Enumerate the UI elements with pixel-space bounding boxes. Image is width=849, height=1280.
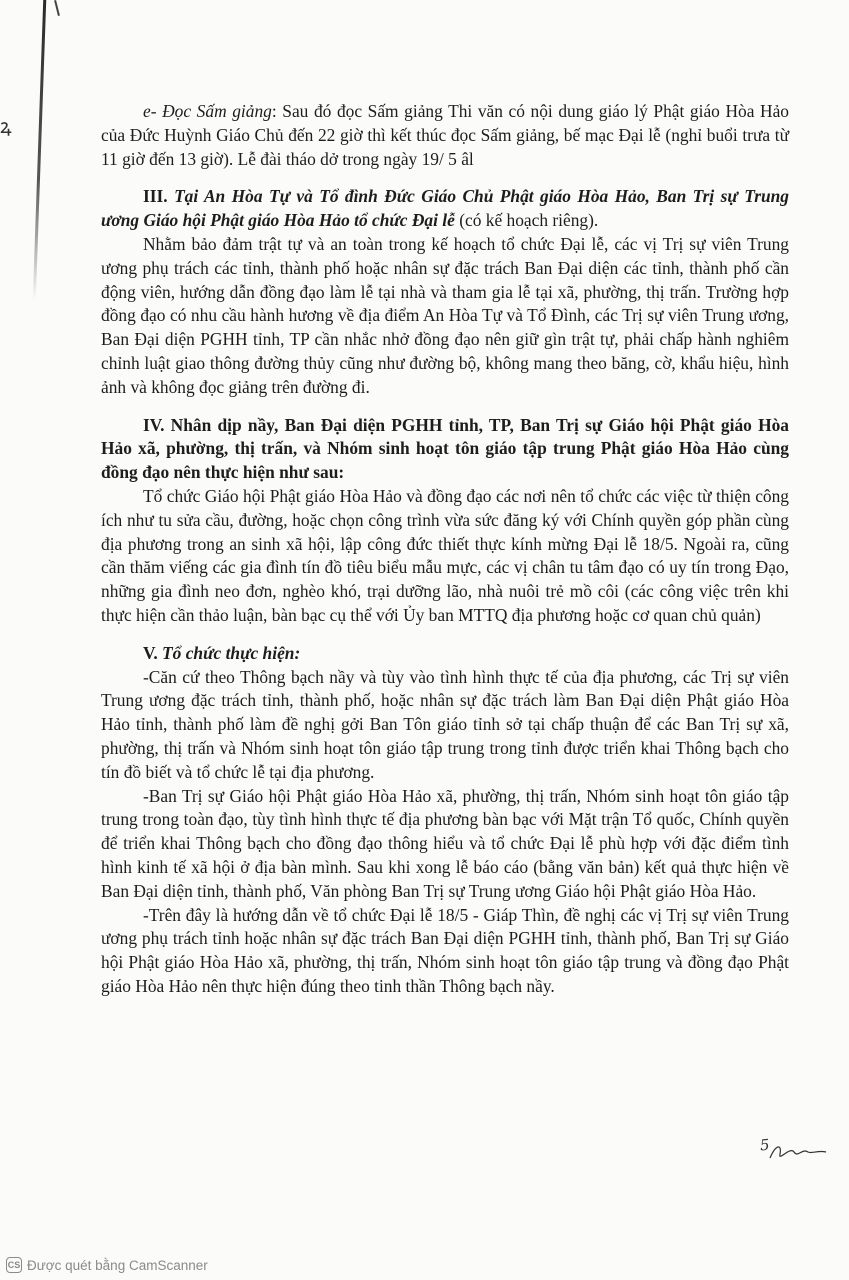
section-4-heading: IV. Nhân dịp nầy, Ban Đại diện PGHH tỉnh, TP, Ban Trị sự Giáo hội Phật giáo Hòa Hảo xã, phường, thị trấn, và Nhóm sinh hoạt tôn giáo tập trung Phật giáo Hòa Hảo cùng đồng đạo nên thực hiện như sau: xyxy=(101,414,789,483)
section-5-paragraph: -Trên đây là hướng dẫn về tổ chức Đại lễ 18/5 - Giáp Thìn, đề nghị các vị Trị sự viên Trung ương phụ trách tỉnh hoặc nhân sự đặc trách Ban Đại diện PGHH tỉnh, thành phố, Ban Trị sự Giáo hội Phật giáo Hòa Hảo xã, phường, thị trấn, Nhóm sinh hoạt tôn giáo tập trung và đồng đạo Phật giáo Hòa Hảo nên thực hiện đúng theo tinh thần Thông bạch nầy. xyxy=(101,904,789,996)
margin-mark: ꝝ xyxy=(0,116,12,138)
section-5-number: V. xyxy=(143,642,158,663)
scanner-watermark xyxy=(6,1256,208,1274)
section-3-note: (có kế hoạch riêng). xyxy=(454,210,599,231)
section-3-body: Nhằm bảo đảm trật tự và an toàn trong kế hoạch tổ chức Đại lễ, các vị Trị sự viên Trung ương phụ trách các tỉnh, thành phố hoặc nhân sự đặc trách Ban Đại diện các tỉnh, thành phố cần động viên, hướng dẫn đồng đạo làm lễ tại nhà và tham gia lễ tại xã, phường, thị trấn. Trường hợp đồng đạo có nhu cầu hành hương về địa điểm An Hòa Tự và Tổ Đình, các Trị sự viên Trung ương, Ban Đại diện PGHH tỉnh, TP cần nhắc nhở đồng đạo nên giữ gìn trật tự, phải chấp hành nghiêm chỉnh luật giao thông đường thủy cũng như đường bộ, không mang theo băng, cờ, khẩu hiệu, hình ảnh và không đọc giảng trên đường đi. xyxy=(101,233,789,397)
paragraph-e xyxy=(101,100,789,171)
section-5-heading xyxy=(101,642,789,666)
binding-edge-line xyxy=(33,0,46,300)
section-4-body: Tổ chức Giáo hội Phật giáo Hòa Hảo và đồng đạo các nơi nên tổ chức các việc từ thiện công ích như tu sửa cầu, đường, hoặc chọn công trình vừa sức đăng ký với Chính quyền góp phần cùng địa phương trong an sinh xã hội, lập công đức thiết thực kính mừng Đại lễ 18/5. Ngoài ra, cũng cần thăm viếng các gia đình tín đồ tiêu biểu mẫu mực, các vị chân tu tâm đạo có uy tín trong Đạo, những gia đình neo đơn, nghèo khó, trại dưỡng lão, nhà nuôi trẻ mồ côi (các công việc trên khi thực hiện cần thảo luận, bàn bạc cụ thể với Ủy ban MTTQ địa phương hoặc cơ quan chủ quản) xyxy=(101,485,789,625)
section-3-title: Tại An Hòa Tự và Tổ đình Đức Giáo Chủ Phật giáo Hòa Hảo, Ban Trị sự Trung ương Giáo hội Phật giáo Hòa Hảo tổ chức Đại lễ xyxy=(101,186,789,231)
section-5-paragraph: -Ban Trị sự Giáo hội Phật giáo Hòa Hảo xã, phường, thị trấn, Nhóm sinh hoạt tôn giáo tập trung trong toàn đạo, tùy tình hình thực tế địa phương bàn bạc với Mặt trận Tổ quốc, Chính quyền để triển khai Thông bạch cho đồng đạo thông hiểu và tổ chức Đại lễ phù hợp với đặc điểm tình hình kinh tế xã hội ở địa bàn mình. Sau khi xong lễ báo cáo (bằng văn bản) kết quả thực hiện về Ban Đại diện tỉnh, thành phố, Văn phòng Ban Trị sự Trung ương Giáo hội Phật giáo Hòa Hảo. xyxy=(101,785,789,901)
section-5-title: Tổ chức thực hiện: xyxy=(162,642,301,663)
section-3-number: III. xyxy=(143,186,168,207)
camscanner-icon: CS xyxy=(6,1257,22,1273)
paragraph-e-text: : Sau đó đọc Sấm giảng Thi văn có nội dung giáo lý Phật giáo Hòa Hảo của Đức Huỳnh Giáo Chủ đến 22 giờ thì kết thúc đọc Sấm giảng, bế mạc Đại lễ (nghỉ buổi trưa từ 11 giờ đến 13 giờ). Lễ đài tháo dở trong ngày 19/ 5 âl xyxy=(101,101,790,169)
paragraph-e-label: e- Đọc Sấm giảng xyxy=(143,101,272,121)
document-body xyxy=(101,100,789,999)
binding-edge-tick xyxy=(54,0,60,16)
scanner-text: Được quét bằng CamScanner xyxy=(27,1257,208,1273)
page-number-mark: 5 xyxy=(759,1135,771,1155)
section-5-paragraph: -Căn cứ theo Thông bạch nầy và tùy vào tình hình thực tế của địa phương, các Trị sự viên Trung ương đặc trách tỉnh, thành phố, hoặc nhân sự đặc trách làm Ban Đại diện Phật giáo Hòa Hảo tỉnh, thành phố làm đề nghị gởi Ban Tôn giáo tỉnh sở tại chấp thuận để các Ban Trị sự xã, phường, thị trấn và Nhóm sinh hoạt tôn giáo tập trung trong tỉnh được triển khai Thông bạch cho tín đồ biết và tổ chức lễ tại địa phương. xyxy=(101,666,789,782)
initials-signature xyxy=(768,1140,828,1164)
section-3-heading xyxy=(101,185,789,233)
